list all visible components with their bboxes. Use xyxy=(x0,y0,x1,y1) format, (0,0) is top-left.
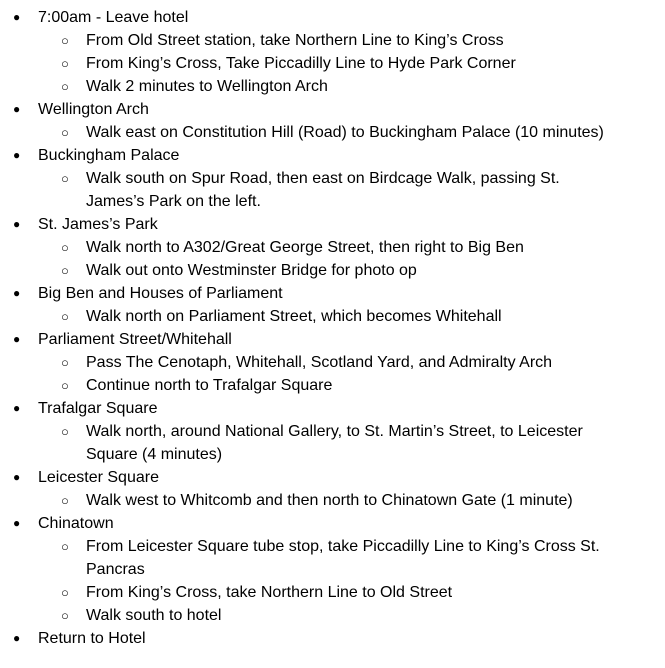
step-item: ○ Walk south on Spur Road, then east on Birdcage Walk, passing St. James’s Park on the left. xyxy=(86,167,665,213)
stop-item xyxy=(38,627,665,650)
step-item: ○ Walk south to hotel xyxy=(86,604,665,627)
stop-title: Leicester Square xyxy=(38,469,159,486)
stop-title: Buckingham Palace xyxy=(38,147,180,164)
stop-title: 7:00am - Leave hotel xyxy=(38,9,189,26)
stop-title: St. James’s Park xyxy=(38,216,158,233)
stop-title: Wellington Arch xyxy=(38,101,149,118)
step-list xyxy=(38,489,665,512)
step-item: ○ Walk north to A302/Great George Street, then right to Big Ben xyxy=(86,236,665,259)
stop-item xyxy=(38,144,665,213)
step-item: ○ Walk east on Constitution Hill (Road) to Buckingham Palace (10 minutes) xyxy=(86,121,665,144)
step-item: ○ Walk out onto Westminster Bridge for photo op xyxy=(86,259,665,282)
stop-title: Big Ben and Houses of Parliament xyxy=(38,285,283,302)
stop-item xyxy=(38,213,665,282)
step-item: ○ Continue north to Trafalgar Square xyxy=(86,374,665,397)
step-list xyxy=(38,305,665,328)
step-item: ○ Walk 2 minutes to Wellington Arch xyxy=(86,75,665,98)
step-list xyxy=(38,535,665,627)
stop-item xyxy=(38,328,665,397)
stop-item xyxy=(38,282,665,328)
stop-title: Chinatown xyxy=(38,515,114,532)
step-list xyxy=(38,351,665,397)
step-item: ○ Walk west to Whitcomb and then north to Chinatown Gate (1 minute) xyxy=(86,489,665,512)
stop-title: Return to Hotel xyxy=(38,630,146,647)
stop-item xyxy=(38,466,665,512)
stop-item xyxy=(38,512,665,627)
step-list xyxy=(38,29,665,98)
stop-item xyxy=(38,397,665,466)
step-item: ○ Pass The Cenotaph, Whitehall, Scotland Yard, and Admiralty Arch xyxy=(86,351,665,374)
stop-title: Parliament Street/Whitehall xyxy=(38,331,232,348)
itinerary-list xyxy=(0,6,665,650)
step-item: ○ From Old Street station, take Northern Line to King’s Cross xyxy=(86,29,665,52)
step-item: ○ From King’s Cross, Take Piccadilly Line to Hyde Park Corner xyxy=(86,52,665,75)
step-item: ○ From King’s Cross, take Northern Line to Old Street xyxy=(86,581,665,604)
stop-item xyxy=(38,6,665,98)
step-item: ○ Walk north, around National Gallery, to St. Martin’s Street, to Leicester Square (4 minutes) xyxy=(86,420,665,466)
step-list xyxy=(38,121,665,144)
stop-item xyxy=(38,98,665,144)
stop-title: Trafalgar Square xyxy=(38,400,158,417)
step-item: ○ From Leicester Square tube stop, take Piccadilly Line to King’s Cross St. Pancras xyxy=(86,535,665,581)
step-item: ○ Walk north on Parliament Street, which becomes Whitehall xyxy=(86,305,665,328)
step-list xyxy=(38,236,665,282)
step-list xyxy=(38,420,665,466)
step-list xyxy=(38,167,665,213)
itinerary-document xyxy=(0,6,665,650)
